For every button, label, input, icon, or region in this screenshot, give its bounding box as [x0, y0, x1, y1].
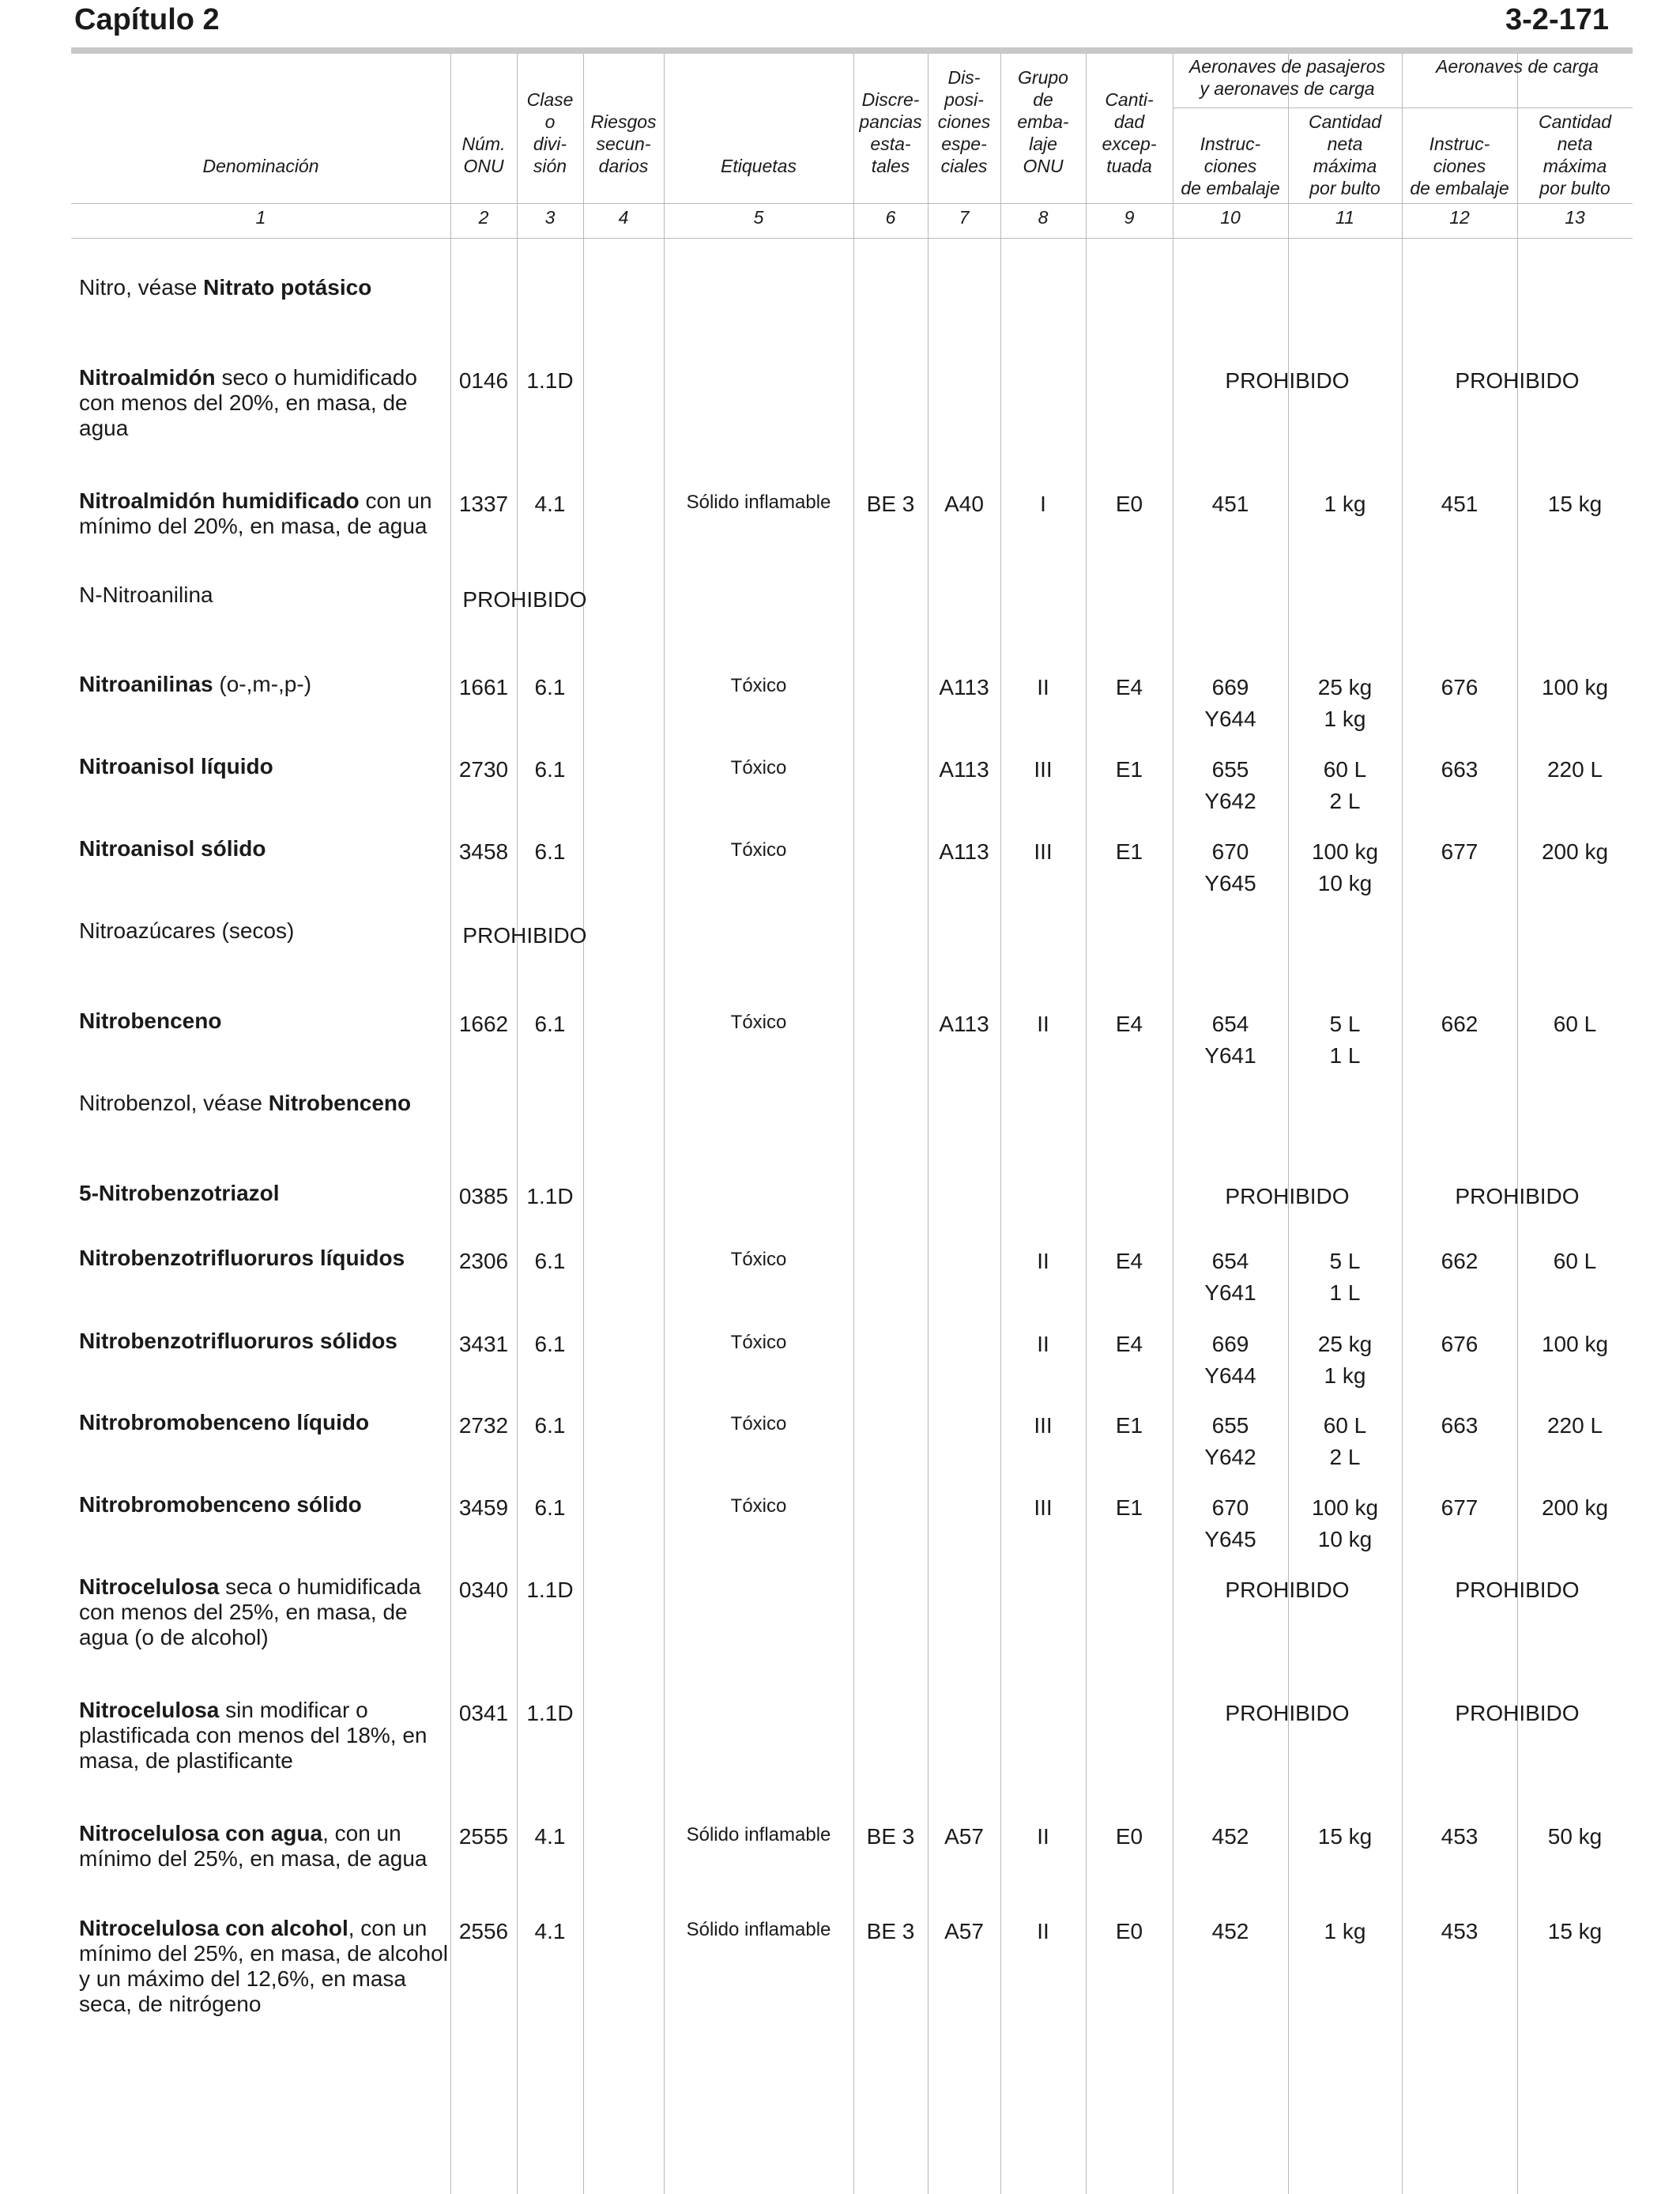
un-number: 3458 [458, 839, 509, 864]
excepted-quantity: E1 [1115, 839, 1143, 864]
special-provision: A57 [944, 1824, 984, 1849]
label-text: Tóxico [730, 1495, 787, 1517]
un-number: 2555 [458, 1824, 509, 1849]
passenger-packing-instruction: 654 [1211, 1249, 1249, 1273]
passenger-prohibited: PROHIBIDO [1225, 1578, 1350, 1602]
column-number: 13 [1565, 207, 1585, 228]
un-number: 0341 [458, 1701, 509, 1725]
page-header [71, 0, 1609, 49]
header-rule [71, 47, 1633, 54]
chapter-title: Capítulo 2 [74, 3, 220, 36]
substance-name: Nitroalmidón humidificado con un mínimo del 20%, en masa, de agua [79, 488, 432, 538]
class-division: 6.1 [534, 675, 566, 699]
header-clase: Clase o divi- sión [526, 89, 574, 176]
substance-name: Nitroanilinas (o-,m-,p-) [79, 672, 312, 696]
special-provision: A113 [939, 1012, 989, 1036]
packing-group: II [1037, 1249, 1049, 1273]
cargo-max-net-quantity: 200 kg [1541, 1495, 1609, 1520]
column-divider [1000, 54, 1001, 2194]
label-text: Tóxico [730, 839, 787, 861]
excepted-quantity: E1 [1115, 1495, 1143, 1520]
cargo-packing-instruction: 453 [1441, 1919, 1478, 1943]
substance-name: Nitrocelulosa seca o humidificada con menos del 25%, en masa, de agua (o de alcohol) [79, 1574, 421, 1649]
label-text: Sólido inflamable [686, 1824, 831, 1845]
cargo-packing-instruction: 677 [1441, 839, 1478, 864]
column-number: 7 [959, 207, 970, 228]
cargo-prohibited: PROHIBIDO [1455, 1701, 1580, 1725]
packing-group: I [1040, 492, 1046, 516]
header-carga-group: Aeronaves de carga [1436, 56, 1599, 77]
passenger-max-net-quantity: 1 kg [1324, 492, 1366, 516]
substance-name: Nitrocelulosa sin modificar o plastificada con menos del 18%, en masa, de plastificante [79, 1698, 428, 1773]
header-grupo: Grupo de emba- laje ONU [1017, 67, 1069, 176]
header-instrucciones-pax: Instruc- ciones de embalaje [1181, 134, 1280, 198]
excepted-quantity: E4 [1115, 675, 1143, 699]
limited-quantity-max: 10 kg [1317, 871, 1373, 895]
passenger-packing-instruction: 655 [1211, 757, 1249, 782]
cargo-max-net-quantity: 15 kg [1547, 1919, 1603, 1943]
special-provision: A113 [939, 757, 989, 782]
passenger-packing-instruction: 452 [1211, 1824, 1249, 1849]
header-pasajeros-group: Aeronaves de pasajeros y aeronaves de carga [1188, 56, 1386, 99]
row-divider [1173, 107, 1633, 108]
limited-quantity-max: 1 L [1329, 1280, 1361, 1305]
row-divider [71, 203, 1633, 204]
state-variation: BE 3 [866, 1919, 915, 1943]
cargo-packing-instruction: 663 [1441, 1413, 1478, 1438]
column-number: 5 [753, 207, 764, 228]
excepted-quantity: E1 [1115, 757, 1143, 782]
un-number: 0385 [458, 1184, 509, 1208]
cargo-max-net-quantity: 100 kg [1541, 1332, 1609, 1356]
class-division: 1.1D [526, 1184, 574, 1208]
substance-name: Nitrobenzotrifluoruros líquidos [79, 1246, 405, 1270]
column-number: 6 [885, 207, 896, 228]
un-number: 0340 [458, 1578, 509, 1602]
packing-group: III [1034, 1413, 1053, 1438]
cargo-prohibited: PROHIBIDO [1455, 1184, 1580, 1208]
header-riesgos: Riesgos secun- darios [590, 111, 657, 176]
class-division: 4.1 [534, 492, 566, 516]
column-number: 4 [618, 207, 629, 228]
class-division: 6.1 [534, 1012, 566, 1036]
header-instrucciones-cargo: Instruc- ciones de embalaje [1410, 134, 1509, 198]
header-discrepancias: Discre- pancias esta- tales [859, 89, 922, 176]
un-number: 2306 [458, 1249, 509, 1273]
class-division: 1.1D [526, 1701, 574, 1725]
un-number: 2732 [458, 1413, 509, 1438]
column-number: 11 [1335, 207, 1354, 228]
class-division: 4.1 [534, 1919, 566, 1943]
header-disposiciones: Dis- posi- ciones espe- ciales [937, 67, 991, 176]
label-text: Tóxico [730, 1249, 787, 1270]
header-cantidad-exceptuada: Canti- dad excep- tuada [1102, 89, 1157, 176]
label-text: Tóxico [730, 1413, 787, 1434]
cargo-packing-instruction: 662 [1441, 1012, 1478, 1036]
cargo-packing-instruction: 676 [1441, 1332, 1478, 1356]
passenger-packing-instruction: 451 [1211, 492, 1249, 516]
special-provision: A57 [944, 1919, 984, 1943]
column-divider [1086, 54, 1087, 2194]
cargo-max-net-quantity: 60 L [1553, 1249, 1597, 1273]
un-number: 0146 [458, 368, 509, 393]
cargo-max-net-quantity: 50 kg [1547, 1824, 1603, 1849]
passenger-max-net-quantity: 25 kg [1317, 675, 1373, 699]
excepted-quantity: E0 [1115, 492, 1143, 516]
packing-group: II [1037, 675, 1049, 699]
packing-group: II [1037, 1919, 1049, 1943]
substance-name: Nitrobenceno [79, 1008, 222, 1033]
cargo-max-net-quantity: 100 kg [1541, 675, 1609, 699]
label-text: Tóxico [730, 675, 787, 696]
passenger-prohibited: PROHIBIDO [1225, 368, 1350, 393]
class-division: 6.1 [534, 1332, 566, 1356]
label-text: Sólido inflamable [686, 492, 831, 513]
column-number: 12 [1449, 207, 1470, 228]
class-division: 6.1 [534, 839, 566, 864]
column-number: 10 [1220, 207, 1241, 228]
header-cantidad-cargo: Cantidad neta máxima por bulto [1538, 111, 1612, 198]
passenger-max-net-quantity: 1 kg [1324, 1919, 1366, 1943]
substance-name: Nitrobromobenceno sólido [79, 1492, 362, 1517]
class-division: 1.1D [526, 368, 574, 393]
class-division: 4.1 [534, 1824, 566, 1849]
un-number: 1662 [458, 1012, 509, 1036]
label-text: Sólido inflamable [686, 1919, 831, 1940]
cargo-prohibited: PROHIBIDO [1455, 1578, 1580, 1602]
limited-quantity-instruction: Y641 [1204, 1043, 1256, 1068]
class-division: 6.1 [534, 1249, 566, 1273]
limited-quantity-instruction: Y644 [1204, 707, 1256, 731]
substance-name: Nitroalmidón seco o humidificado con menos del 20%, en masa, de agua [79, 365, 417, 440]
un-number: 3459 [458, 1495, 509, 1520]
passenger-max-net-quantity: 25 kg [1317, 1332, 1373, 1356]
limited-quantity-max: 1 kg [1324, 707, 1366, 731]
column-number: 1 [255, 207, 266, 228]
label-text: Tóxico [730, 1332, 787, 1353]
passenger-packing-instruction: 669 [1211, 675, 1249, 699]
limited-quantity-instruction: Y645 [1204, 871, 1256, 895]
passenger-max-net-quantity: 100 kg [1311, 839, 1379, 864]
column-number: 2 [478, 207, 489, 228]
class-division: 6.1 [534, 1495, 566, 1520]
passenger-max-net-quantity: 5 L [1329, 1012, 1361, 1036]
packing-group: II [1037, 1012, 1049, 1036]
excepted-quantity: E0 [1115, 1824, 1143, 1849]
prohibido-label: PROHIBIDO [462, 587, 587, 612]
cargo-packing-instruction: 662 [1441, 1249, 1478, 1273]
limited-quantity-instruction: Y642 [1204, 1445, 1256, 1469]
header-etiquetas: Etiquetas [721, 156, 797, 176]
packing-group: II [1037, 1824, 1049, 1849]
passenger-max-net-quantity: 60 L [1323, 757, 1367, 782]
column-number: 9 [1124, 207, 1135, 228]
un-number: 1337 [458, 492, 509, 516]
limited-quantity-max: 1 kg [1324, 1363, 1366, 1388]
row-divider [71, 238, 1633, 239]
special-provision: A113 [939, 675, 989, 699]
prohibido-label: PROHIBIDO [462, 923, 587, 948]
limited-quantity-max: 2 L [1329, 1445, 1361, 1469]
cargo-packing-instruction: 663 [1441, 757, 1478, 782]
cargo-max-net-quantity: 200 kg [1541, 839, 1609, 864]
passenger-packing-instruction: 654 [1211, 1012, 1249, 1036]
passenger-packing-instruction: 669 [1211, 1332, 1249, 1356]
limited-quantity-instruction: Y642 [1204, 789, 1256, 813]
column-number: 3 [544, 207, 556, 228]
un-number: 1661 [458, 675, 509, 699]
cargo-prohibited: PROHIBIDO [1455, 368, 1580, 393]
substance-name: Nitroanisol sólido [79, 836, 266, 861]
cargo-max-net-quantity: 220 L [1546, 757, 1603, 782]
special-provision: A40 [944, 492, 984, 516]
limited-quantity-max: 10 kg [1317, 1527, 1373, 1551]
passenger-max-net-quantity: 100 kg [1311, 1495, 1379, 1520]
passenger-prohibited: PROHIBIDO [1225, 1184, 1350, 1208]
passenger-max-net-quantity: 15 kg [1317, 1824, 1373, 1849]
substance-name: Nitrobromobenceno líquido [79, 1410, 370, 1434]
limited-quantity-max: 2 L [1329, 789, 1361, 813]
substance-name: Nitro, véase Nitrato potásico [79, 275, 372, 300]
passenger-packing-instruction: 452 [1211, 1919, 1249, 1943]
substance-name: 5-Nitrobenzotriazol [79, 1181, 280, 1205]
cargo-packing-instruction: 453 [1441, 1824, 1478, 1849]
passenger-packing-instruction: 670 [1211, 839, 1249, 864]
excepted-quantity: E0 [1115, 1919, 1143, 1943]
class-division: 6.1 [534, 757, 566, 782]
passenger-packing-instruction: 655 [1211, 1413, 1249, 1438]
column-divider [583, 54, 584, 2194]
un-number: 2730 [458, 757, 509, 782]
excepted-quantity: E1 [1115, 1413, 1143, 1438]
column-divider [664, 54, 665, 2194]
header-num-onu: Núm. ONU [461, 134, 506, 176]
packing-group: III [1034, 1495, 1053, 1520]
cargo-packing-instruction: 677 [1441, 1495, 1478, 1520]
substance-name: N-Nitroanilina [79, 582, 213, 607]
limited-quantity-max: 1 L [1329, 1043, 1361, 1068]
substance-name: Nitrobenzotrifluoruros sólidos [79, 1329, 397, 1353]
substance-name: Nitrobenzol, véase Nitrobenceno [79, 1091, 412, 1115]
state-variation: BE 3 [866, 492, 915, 516]
un-number: 3431 [458, 1332, 509, 1356]
header-denominacion: Denominación [202, 156, 319, 176]
packing-group: II [1037, 1332, 1049, 1356]
excepted-quantity: E4 [1115, 1249, 1143, 1273]
passenger-prohibited: PROHIBIDO [1225, 1701, 1350, 1725]
limited-quantity-instruction: Y641 [1204, 1280, 1256, 1305]
substance-name: Nitrocelulosa con agua, con un mínimo del 25%, en masa, de agua [79, 1821, 428, 1871]
state-variation: BE 3 [866, 1824, 915, 1849]
passenger-max-net-quantity: 5 L [1329, 1249, 1361, 1273]
special-provision: A113 [939, 839, 989, 864]
cargo-max-net-quantity: 15 kg [1547, 492, 1603, 516]
column-divider [853, 54, 854, 2194]
packing-group: III [1034, 839, 1053, 864]
packing-group: III [1034, 757, 1053, 782]
substance-name: Nitrocelulosa con alcohol, con un mínimo del 25%, en masa, de alcohol y un máximo del 12,6%, en masa seca, de nitrógeno [79, 1916, 448, 2016]
substance-name: Nitroazúcares (secos) [79, 918, 295, 943]
page-number: 3-2-171 [1505, 3, 1609, 36]
cargo-packing-instruction: 676 [1441, 675, 1478, 699]
un-number: 2556 [458, 1919, 509, 1943]
column-divider [928, 54, 929, 2194]
cargo-max-net-quantity: 220 L [1546, 1413, 1603, 1438]
excepted-quantity: E4 [1115, 1012, 1143, 1036]
limited-quantity-instruction: Y645 [1204, 1527, 1256, 1551]
label-text: Tóxico [730, 1012, 787, 1033]
column-number: 8 [1038, 207, 1049, 228]
header-cantidad-pax: Cantidad neta máxima por bulto [1308, 111, 1382, 198]
cargo-max-net-quantity: 60 L [1553, 1012, 1597, 1036]
excepted-quantity: E4 [1115, 1332, 1143, 1356]
class-division: 1.1D [526, 1578, 574, 1602]
label-text: Tóxico [730, 757, 787, 778]
passenger-max-net-quantity: 60 L [1323, 1413, 1367, 1438]
substance-name: Nitroanisol líquido [79, 754, 273, 778]
cargo-packing-instruction: 451 [1441, 492, 1478, 516]
class-division: 6.1 [534, 1413, 566, 1438]
limited-quantity-instruction: Y644 [1204, 1363, 1256, 1388]
passenger-packing-instruction: 670 [1211, 1495, 1249, 1520]
